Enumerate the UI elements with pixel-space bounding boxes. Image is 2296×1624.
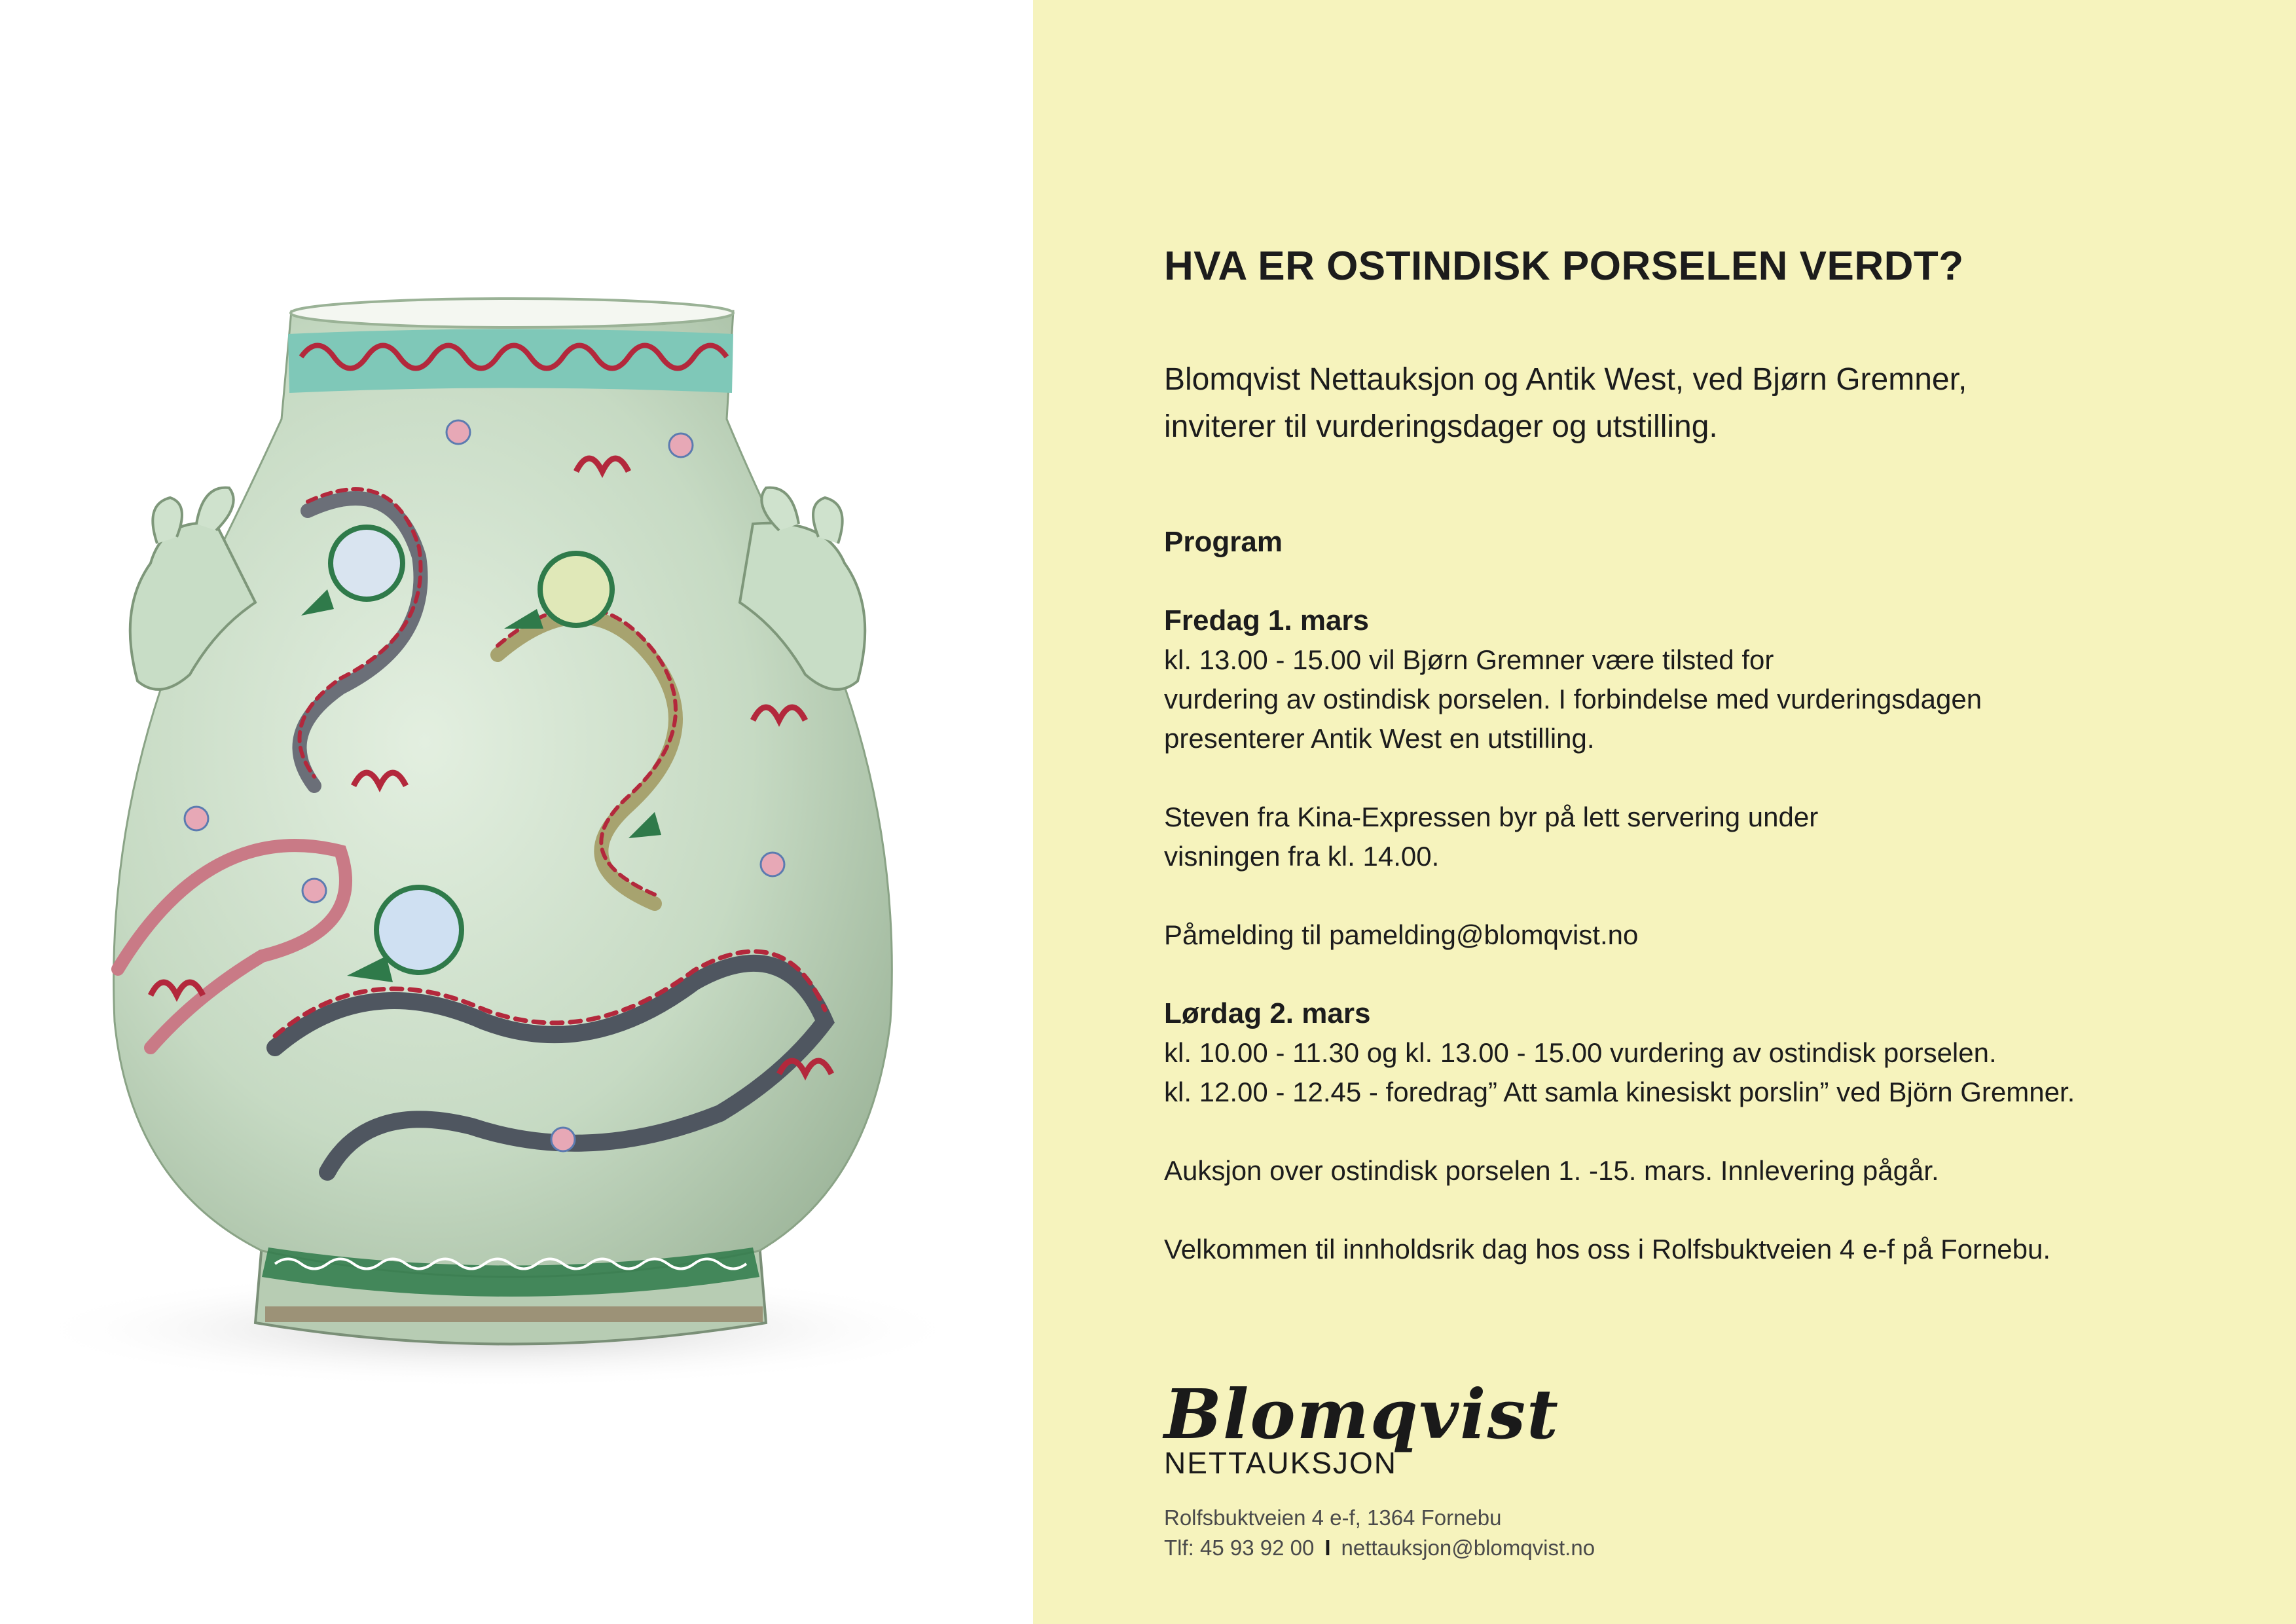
blomqvist-logo — [1164, 1374, 1560, 1481]
intro-line: Blomqvist Nettauksjon og Antik West, ved Bjørn Gremner, — [1164, 362, 1967, 397]
intro-text — [1164, 356, 2238, 451]
vase-illustration — [0, 0, 1033, 1624]
serving-line: Steven fra Kina-Expressen byr på lett servering under — [1164, 802, 1819, 833]
logo-subtitle: NETTAUKSJON — [1164, 1446, 1397, 1480]
auction-text: Auksjon over ostindisk porselen 1. -15. mars. Innlevering pågår. — [1164, 1155, 1939, 1187]
email-address: nettauksjon@blomqvist.no — [1341, 1536, 1595, 1560]
intro-line: inviterer til vurderingsdager og utstilling. — [1164, 409, 1718, 445]
photo-panel — [0, 0, 1033, 1624]
friday-heading: Fredag 1. mars — [1164, 604, 1370, 637]
address-line: Rolfsbuktveien 4 e-f, 1364 Fornebu — [1164, 1505, 1502, 1530]
friday-line: kl. 13.00 - 15.00 vil Bjørn Gremner være tilsted for — [1164, 644, 1774, 676]
phone-number: Tlf: 45 93 92 00 — [1164, 1536, 1315, 1560]
saturday-line: kl. 12.00 - 12.45 - foredrag” Att samla kinesiskt porslin” ved Björn Gremner. — [1164, 1077, 2075, 1108]
saturday-heading: Lørdag 2. mars — [1164, 997, 1371, 1030]
friday-line: presenterer Antik West en utstilling. — [1164, 723, 1595, 754]
friday-line: vurdering av ostindisk porselen. I forbindelse med vurderingsdagen — [1164, 684, 1982, 715]
saturday-line: kl. 10.00 - 11.30 og kl. 13.00 - 15.00 vurdering av ostindisk porselen. — [1164, 1037, 1997, 1069]
welcome-text: Velkommen til innholdsrik dag hos oss i Rolfsbuktveien 4 e-f på Fornebu. — [1164, 1234, 2051, 1265]
info-panel — [1033, 0, 2296, 1624]
contact-line — [1164, 1533, 1595, 1563]
event-content — [1164, 242, 2238, 1269]
serving-line: visningen fra kl. 14.00. — [1164, 841, 1440, 872]
program-heading: Program — [1164, 526, 1283, 559]
separator: I — [1324, 1536, 1331, 1560]
logo-script: Blomqvist — [1164, 1374, 1560, 1454]
vase-rim — [291, 299, 733, 327]
contact-info — [1164, 1503, 1595, 1563]
page-title: HVA ER OSTINDISK PORSELEN VERDT? — [1164, 244, 1964, 289]
signup-text: Påmelding til pamelding@blomqvist.no — [1164, 919, 1639, 951]
